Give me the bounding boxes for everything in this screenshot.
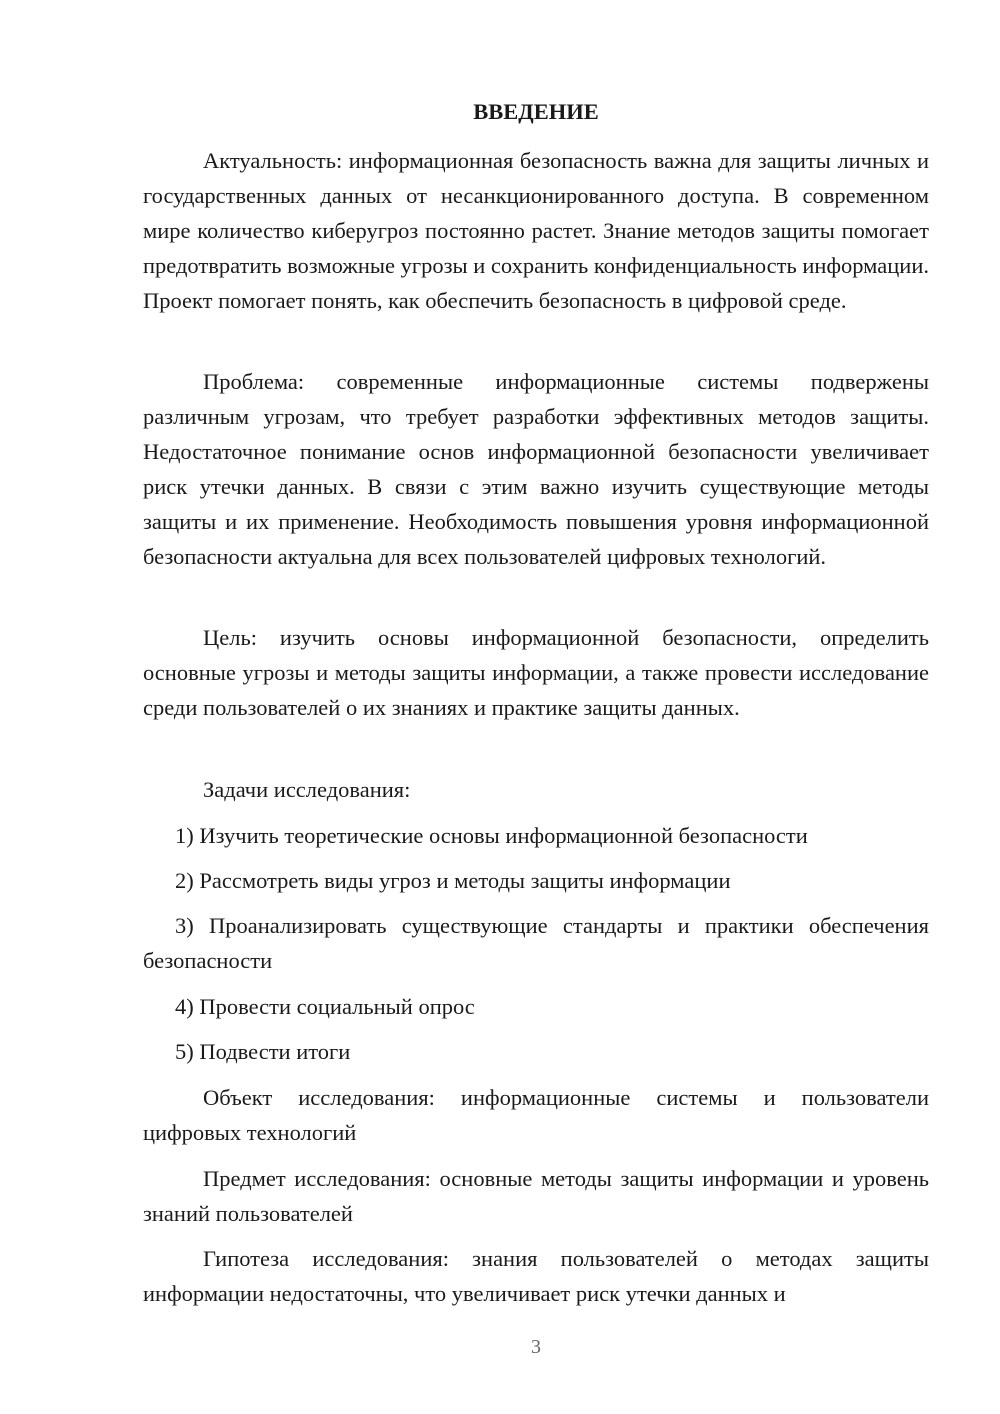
paragraph-problem: Проблема: современные информационные системы подвержены различным угрозам, что требует разработки эффективных методов защиты. Недостаточное понимание основ информационной безопасности увеличивает риск утечки данных. В связи с этим важно изучить существующие методы защиты и их применение. Необходимость повышения уровня информационной безопасности актуальна для всех пользователей цифровых технологий. (143, 369, 929, 569)
paragraph-relevance: Актуальность: информационная безопасность важна для защиты личных и государственных данных от несанкционированного доступа. В современном мире количество киберугроз постоянно растет. Знание методов защиты помогает предотвратить возможные угрозы и сохранить конфиденциальность информации. Проект помогает понять, как обеспечить безопасность в цифровой среде. (143, 148, 929, 313)
task-item-5: 5) Подвести итоги (175, 1039, 351, 1064)
task-item-1: 1) Изучить теоретические основы информационной безопасности (175, 823, 808, 848)
paragraph-subject: Предмет исследования: основные методы защиты информации и уровень знаний пользователей (143, 1166, 929, 1226)
paragraph-goal: Цель: изучить основы информационной безопасности, определить основные угрозы и методы защиты информации, а также провести исследование среди пользователей о их знаниях и практике защиты данных. (143, 625, 929, 720)
paragraph-object: Объект исследования: информационные системы и пользователи цифровых технологий (143, 1085, 929, 1145)
task-item-3: 3) Проанализировать существующие стандарты и практики обеспечения безопасности (143, 913, 929, 973)
paragraph-hypothesis: Гипотеза исследования: знания пользователей о методах защиты информации недостаточны, что увеличивает риск утечки данных и (143, 1246, 929, 1306)
task-item-2: 2) Рассмотреть виды угроз и методы защиты информации (175, 868, 731, 893)
page-number: 3 (531, 1336, 541, 1358)
page-title: ВВЕДЕНИЕ (473, 99, 599, 124)
tasks-heading: Задачи исследования: (203, 777, 411, 802)
task-item-4: 4) Провести социальный опрос (175, 994, 475, 1019)
